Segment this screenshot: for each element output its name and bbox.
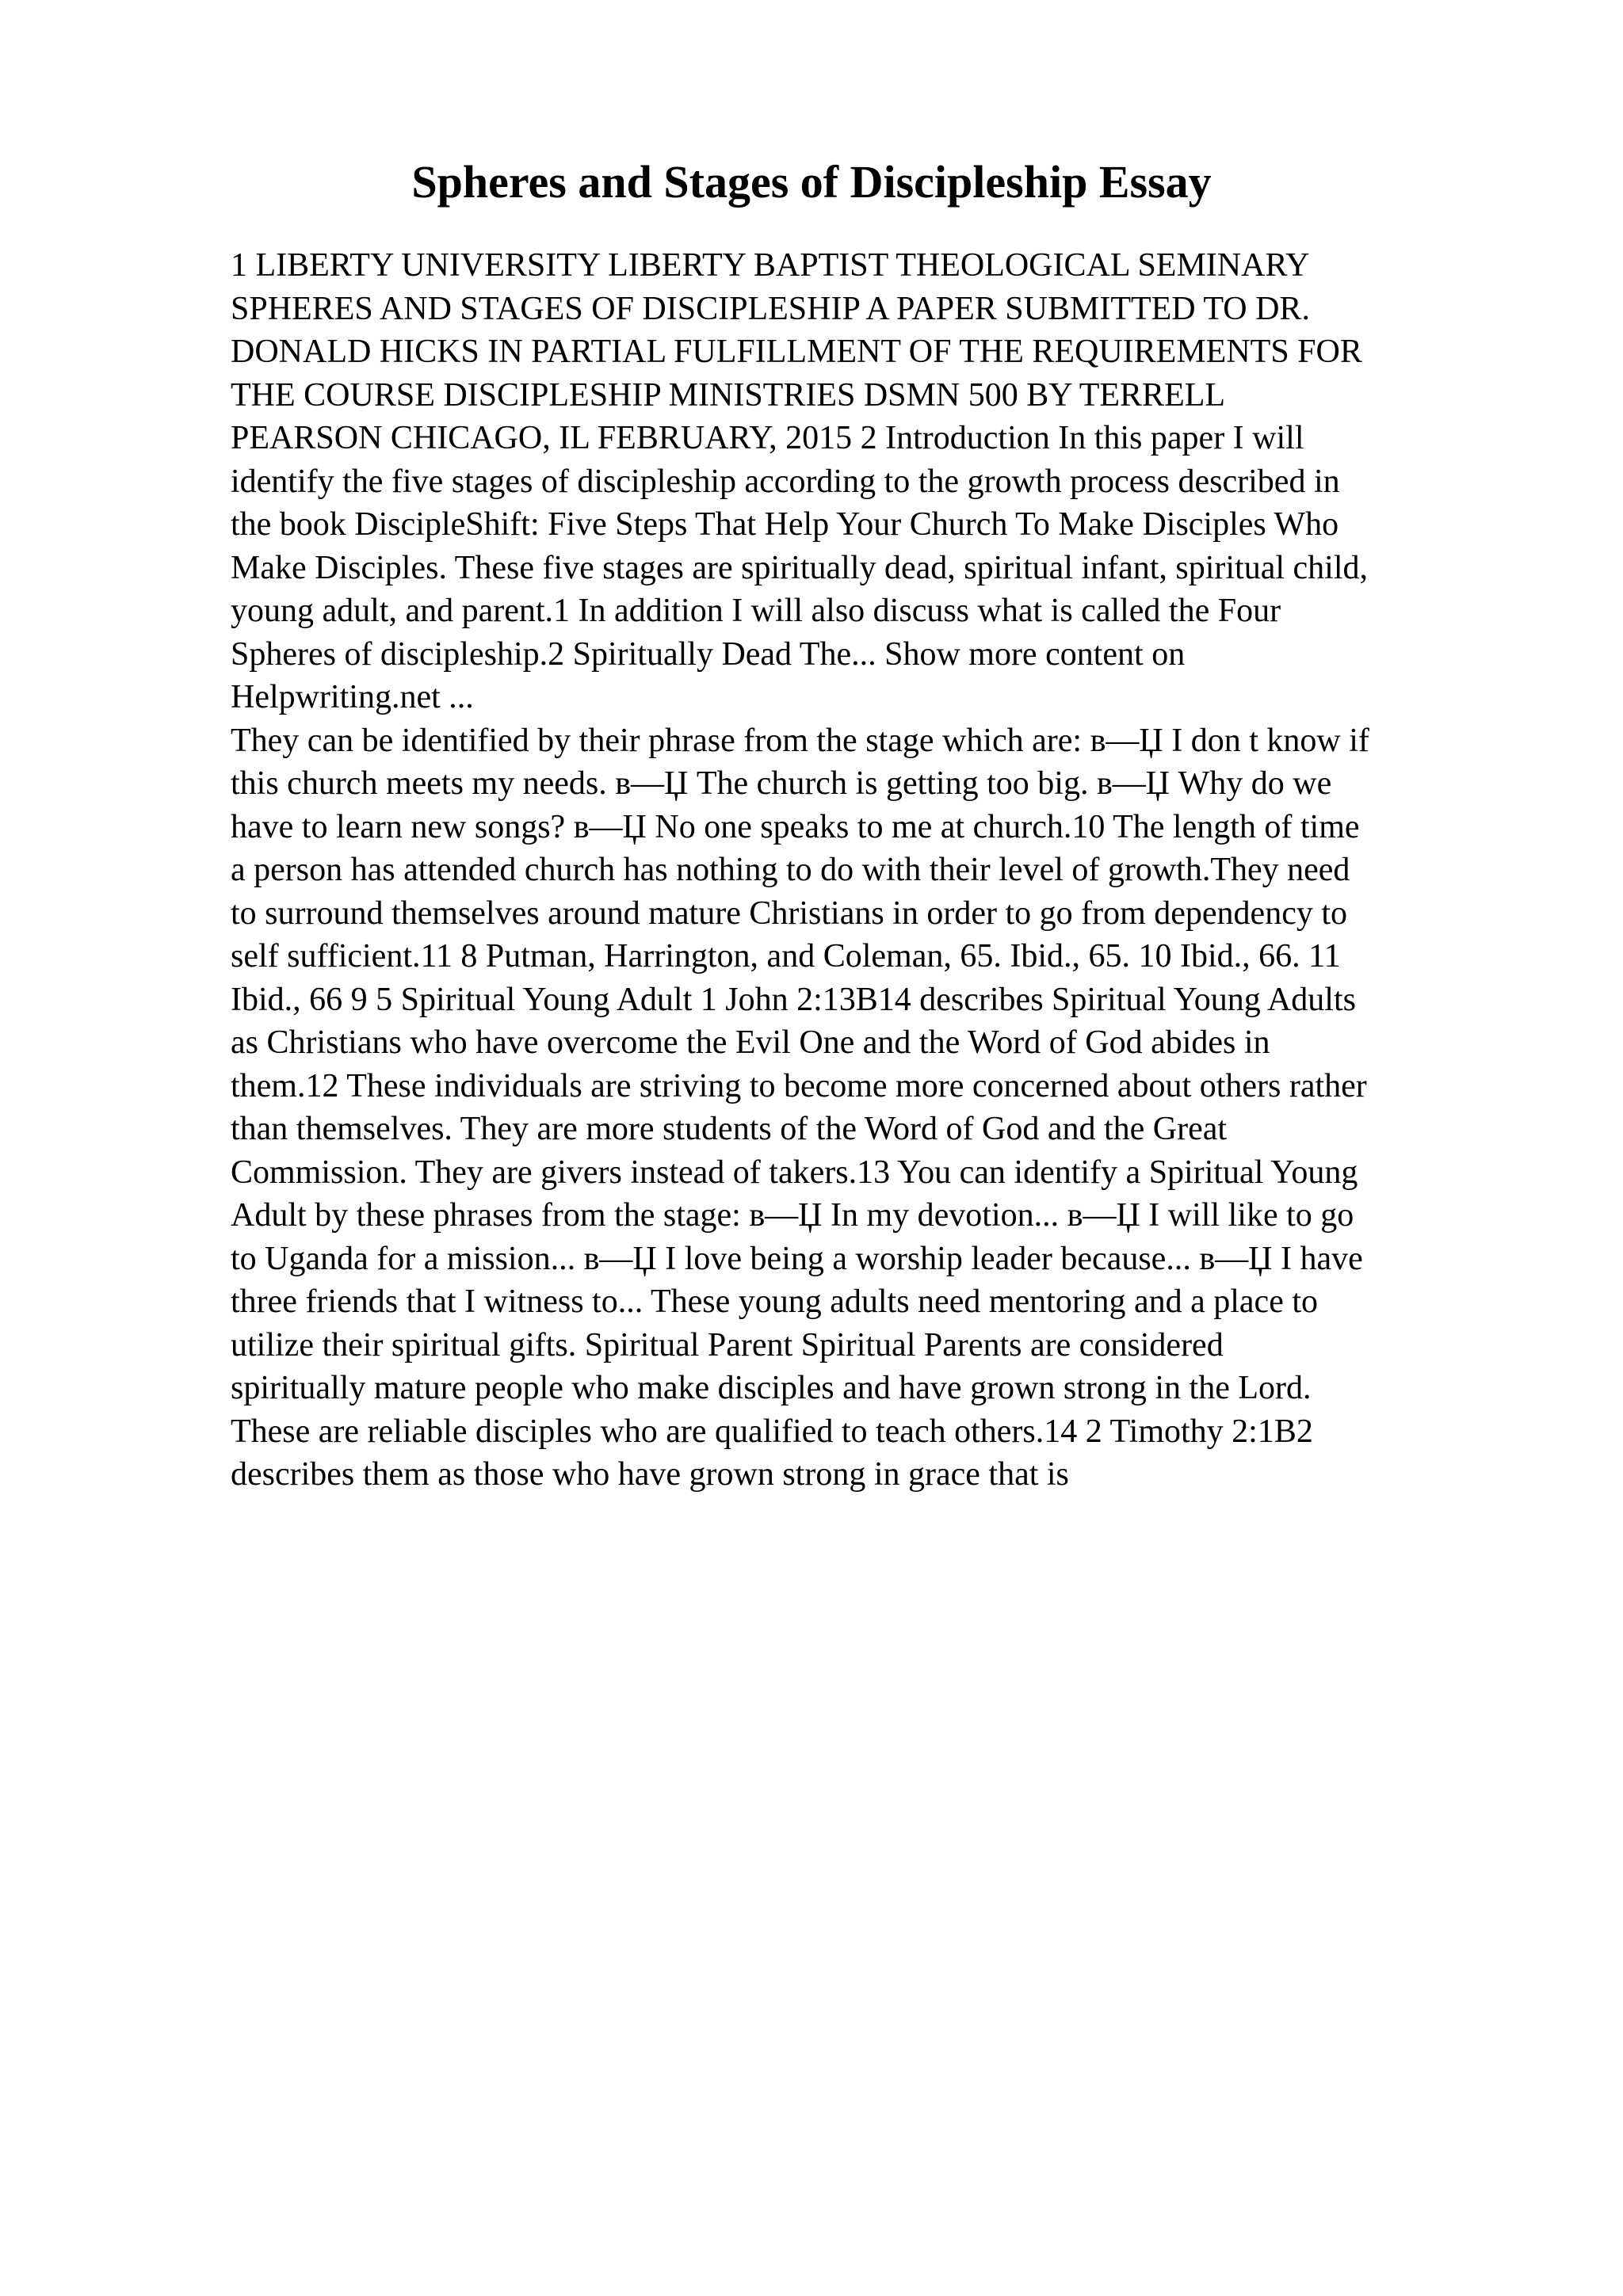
paragraph-stages: They can be identified by their phrase from the stage which are: в—Џ I don t know if this church meets my needs. в—Џ The church is getting too big. в—Џ Why do we have to learn new songs? в—Џ No one speaks to me at church.10 The length of time a person has attended church has nothing to do with their level of growth.They need to surround themselves around mature Christians in order to go from dependency to self sufficient.11 8 Putman, Harrington, and Coleman, 65. Ibid., 65. 10 Ibid., 66. 11 Ibid., 66 9 5 Spiritual Young Adult 1 John 2:13В14 describes Spiritual Young Adults as Christians who have overcome the Evil One and the Word of God abides in them.12 These individuals are striving to become more concerned about others rather than themselves. They are more students of the Word of God and the Great Commission. They are givers instead of takers.13 You can identify a Spiritual Young Adult by these phrases from the stage: в—Џ In my devotion... в—Џ I will like to go to Uganda for a mission... в—Џ I love being a worship leader because... в—Џ I have three friends that I witness to... These young adults need mentoring and a place to utilize their spiritual gifts. Spiritual Parent Spiritual Parents are considered spiritually mature people who make disciples and have grown strong in the Lord. These are reliable disciples who are qualified to teach others.14 2 Timothy 2:1В2 describes them as those who have grown strong in grace that is	[231, 722, 1369, 1493]
essay-body	[231, 244, 1514, 1497]
paragraph-introduction: 1 LIBERTY UNIVERSITY LIBERTY BAPTIST THEOLOGICAL SEMINARY SPHERES AND STAGES OF DISCIPLESHIP A PAPER SUBMITTED TO DR. DONALD HICKS IN PARTIAL FULFILLMENT OF THE REQUIREMENTS FOR THE COURSE DISCIPLESHIP MINISTRIES DSMN 500 BY TERRELL PEARSON CHICAGO, IL FEBRUARY, 2015 2 Introduction In this paper I will identify the five stages of discipleship according to the growth process described in the book DiscipleShift: Five Steps That Help Your Church To Make Disciples Who Make Disciples. These five stages are spiritually dead, spiritual infant, spiritual child, young adult, and parent.1 In addition I will also discuss what is called the Four Spheres of discipleship.2 Spiritually Dead The... Show more content on Helpwriting.net ...	[231, 247, 1369, 715]
page-title: Spheres and Stages of Discipleship Essay	[411, 156, 1212, 208]
